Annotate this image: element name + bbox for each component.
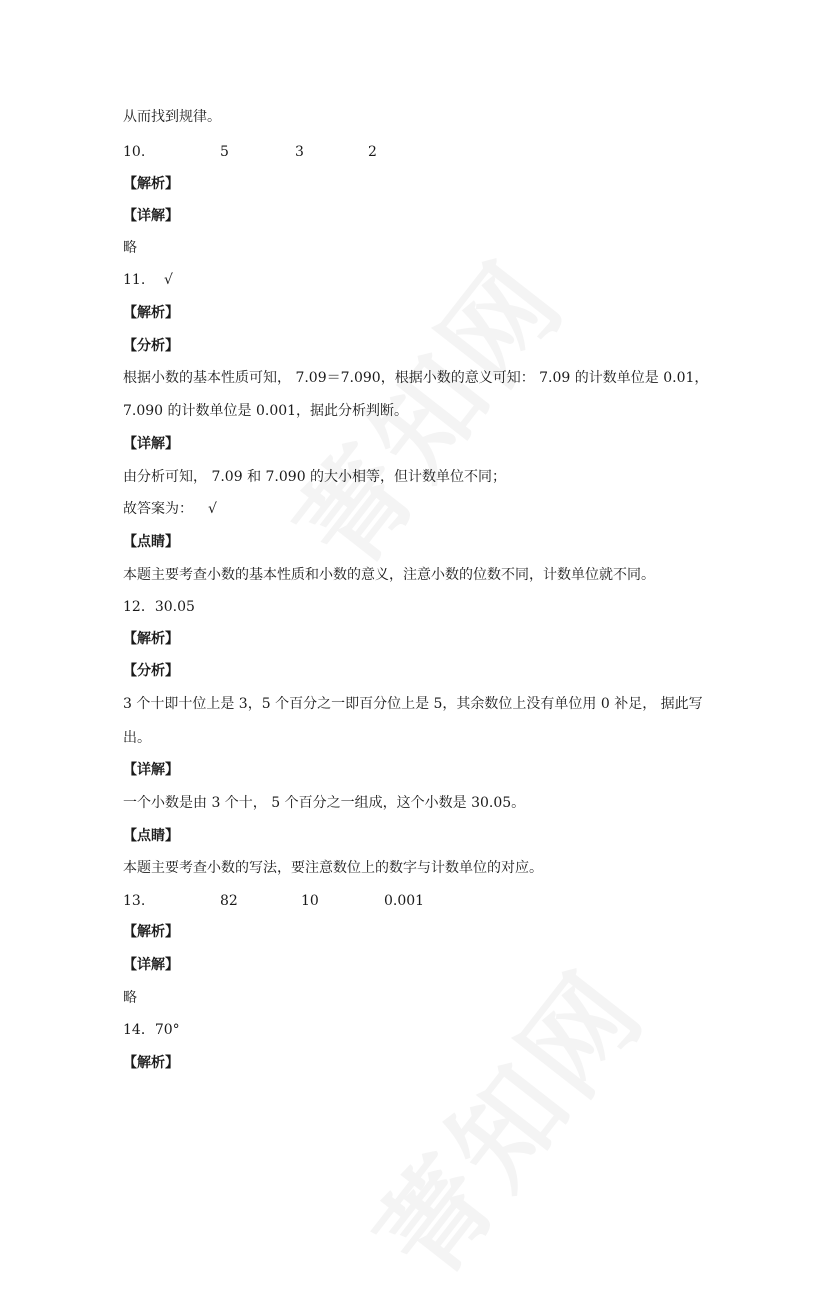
- text-line: 根据小数的基本性质可知， 7.09＝7.090，根据小数的意义可知： 7.09 的计数单位是 0.01，: [123, 370, 709, 386]
- section-heading: 【解析】: [123, 1055, 179, 1071]
- watermark-bottom: [335, 933, 674, 1305]
- q13-answer-3: 0.001: [384, 893, 425, 909]
- text-line: 略: [123, 240, 137, 256]
- text-line: 本题主要考查小数的基本性质和小数的意义，注意小数的位数不同，计数单位就不同。: [123, 567, 655, 583]
- text-line: 由分析可知， 7.09 和 7.090 的大小相等，但计数单位不同；: [123, 469, 507, 485]
- q10-answer-1: 5: [220, 144, 229, 160]
- q13-number: 13.: [123, 893, 146, 909]
- text-line: 从而找到规律。: [123, 109, 221, 125]
- section-heading: 【解析】: [123, 305, 179, 321]
- section-heading: 【详解】: [123, 208, 179, 224]
- section-heading: 【点睛】: [123, 828, 179, 844]
- section-heading: 【分析】: [123, 338, 179, 354]
- text-line: 7.090 的计数单位是 0.001，据此分析判断。: [123, 403, 409, 419]
- section-heading: 【点睛】: [123, 534, 179, 550]
- text-line: 出。: [123, 730, 151, 746]
- section-heading: 【解析】: [123, 176, 179, 192]
- section-heading: 【分析】: [123, 663, 179, 679]
- q11-checkmark: √: [164, 272, 173, 288]
- q14-line: 14．70°: [123, 1022, 180, 1038]
- answer-label: 故答案为：: [123, 501, 193, 517]
- section-heading: 【解析】: [123, 924, 179, 940]
- q13-answer-1: 82: [220, 893, 238, 909]
- q10-answer-3: 2: [368, 144, 377, 160]
- section-heading: 【详解】: [123, 957, 179, 973]
- text-line: 略: [123, 990, 137, 1006]
- text-line: 本题主要考查小数的写法，要注意数位上的数字与计数单位的对应。: [123, 860, 543, 876]
- section-heading: 【解析】: [123, 631, 179, 647]
- q10-answer-2: 3: [295, 144, 304, 160]
- section-heading: 【详解】: [123, 436, 179, 452]
- q11-number: 11.: [123, 272, 146, 288]
- text-line: 3 个十即十位上是 3，5 个百分之一即百分位上是 5，其余数位上没有单位用 0 补足， 据此写: [123, 696, 703, 712]
- answer-checkmark: √: [208, 501, 217, 517]
- q10-number: 10.: [123, 144, 146, 160]
- text-line: 一个小数是由 3 个十， 5 个百分之一组成，这个小数是 30.05。: [123, 795, 526, 811]
- q13-answer-2: 10: [301, 893, 319, 909]
- q12-line: 12．30.05: [123, 599, 195, 615]
- section-heading: 【详解】: [123, 762, 179, 778]
